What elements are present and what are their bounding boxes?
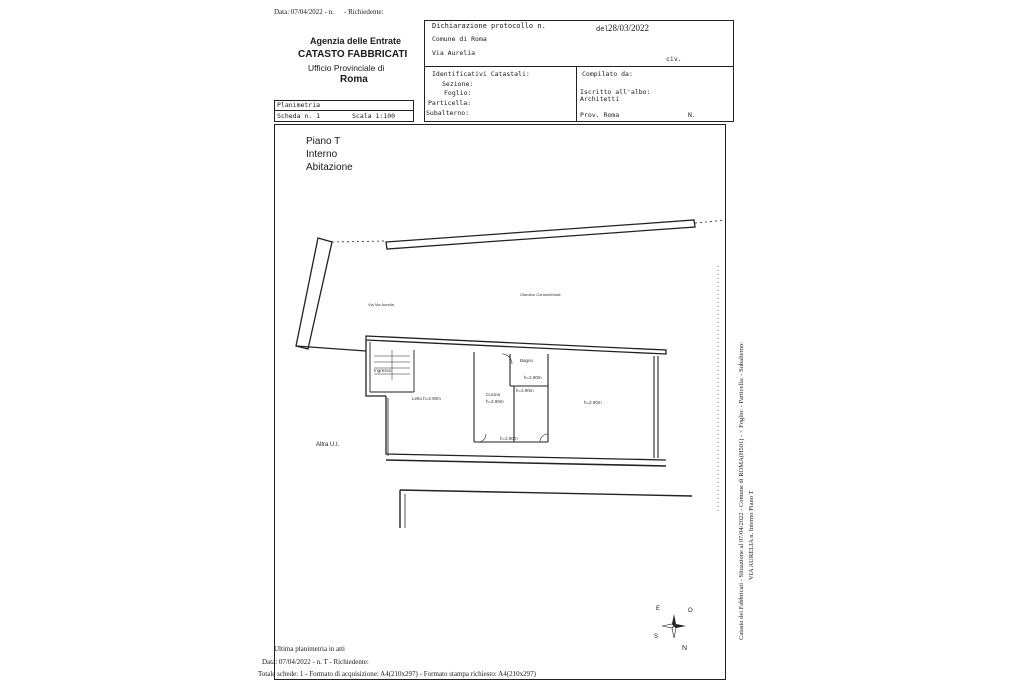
label-rip: h=2.90m (516, 388, 534, 393)
planimetria-scala: Scala 1:100 (352, 112, 396, 120)
plan-abitazione: Abitazione (306, 162, 353, 173)
identificativi-title: Identificativi Catastali: (432, 70, 530, 78)
protocol-civ: civ. (666, 55, 682, 63)
label-via: Via Via Aurelia (368, 302, 394, 307)
compilato-prov-n: N. (688, 111, 696, 119)
label-ingresso: Ingresso (374, 368, 392, 373)
top-richiedente: - Richiedente: (344, 8, 384, 16)
label-letto1: Letto h=2.90m (412, 396, 441, 401)
protocol-label: Dichiarazione protocollo n. (432, 22, 546, 30)
compilato-albo: Architetti (580, 95, 620, 103)
label-giardino: Giardino Condominiale (520, 292, 561, 297)
agency-ufficio: Ufficio Provinciale di (308, 63, 385, 73)
compass-e: E (656, 606, 661, 612)
compilato-iscritto: Iscritto all'albo: (580, 88, 651, 96)
label-disimpegno: h=2.90m (500, 436, 518, 441)
footer-ultima: Ultima planimetria in atti (274, 645, 345, 653)
compass-rose (654, 606, 693, 652)
identificativi-sezione: Sezione: (442, 80, 474, 88)
compass-n: N (682, 645, 688, 652)
label-cucina-h: h=2.90m (486, 399, 504, 404)
stairs (374, 350, 410, 380)
identificativi-foglio: Foglio: (444, 89, 472, 97)
protocol-comune: Comune di Roma (432, 35, 487, 43)
compass-s: S (654, 634, 659, 640)
street-wall (386, 220, 695, 249)
dashed-boundary (332, 241, 386, 242)
protocol-via: Via Aurelia (432, 49, 476, 57)
floor-plan-drawing (274, 124, 726, 680)
label-bagno: Bagno (520, 358, 534, 363)
agency-block (276, 18, 416, 100)
compilato-prov: Prov. Roma (580, 111, 620, 119)
left-boundary-wall (296, 238, 332, 349)
vertical-situazione: Catasto dei Fabbricati - Situazione al 07/04/2022 - Comune di ROMA(H501) - < Foglio: - Particella: - Subalterno: (738, 341, 745, 640)
compass-o: O (688, 608, 693, 614)
lower-building-wall (400, 490, 692, 496)
planimetria-scheda: Scheda n. 1 (277, 112, 321, 120)
identificativi-particella: Particella: (428, 99, 472, 107)
header-column-divider (576, 66, 577, 122)
vertical-address: VIA AURELIA n. Interno Piano T (748, 490, 755, 580)
plan-piano: Piano T (306, 136, 341, 147)
dashed-boundary-right (695, 220, 726, 223)
identificativi-subalterno: Subalterno: (426, 109, 470, 117)
agency-catasto: CATASTO FABBRICATI (298, 49, 408, 60)
top-date: Data: 07/04/2022 - n. (274, 8, 334, 16)
apartment-south-wall (386, 396, 666, 460)
label-altra-ui: Altra U.I. (316, 442, 340, 448)
protocol-del: del (596, 25, 609, 33)
label-cucina: Cucina (486, 392, 501, 397)
plan-interno: Interno (306, 149, 338, 160)
planimetria-divider (274, 110, 414, 111)
agency-name: Agenzia delle Entrate (310, 36, 402, 46)
planimetria-title: Planimetria (277, 101, 321, 109)
footer-data: Data: 07/04/2022 - n. T - Richiedente: (262, 658, 369, 666)
compilato-title: Compilato da: (582, 70, 633, 78)
header-divider (424, 66, 734, 67)
footer-formato: Totale schede: 1 - Formato di acquisizione: A4(210x297) - Formato stampa richiesto: A4(210x297) (258, 670, 536, 678)
label-wc: h=2.90m (524, 375, 542, 380)
apartment-top-wall (366, 336, 666, 354)
agency-city: Roma (340, 74, 368, 85)
label-letto2: h=2.90m (584, 400, 602, 405)
protocol-date: 28/03/2022 (608, 23, 650, 33)
